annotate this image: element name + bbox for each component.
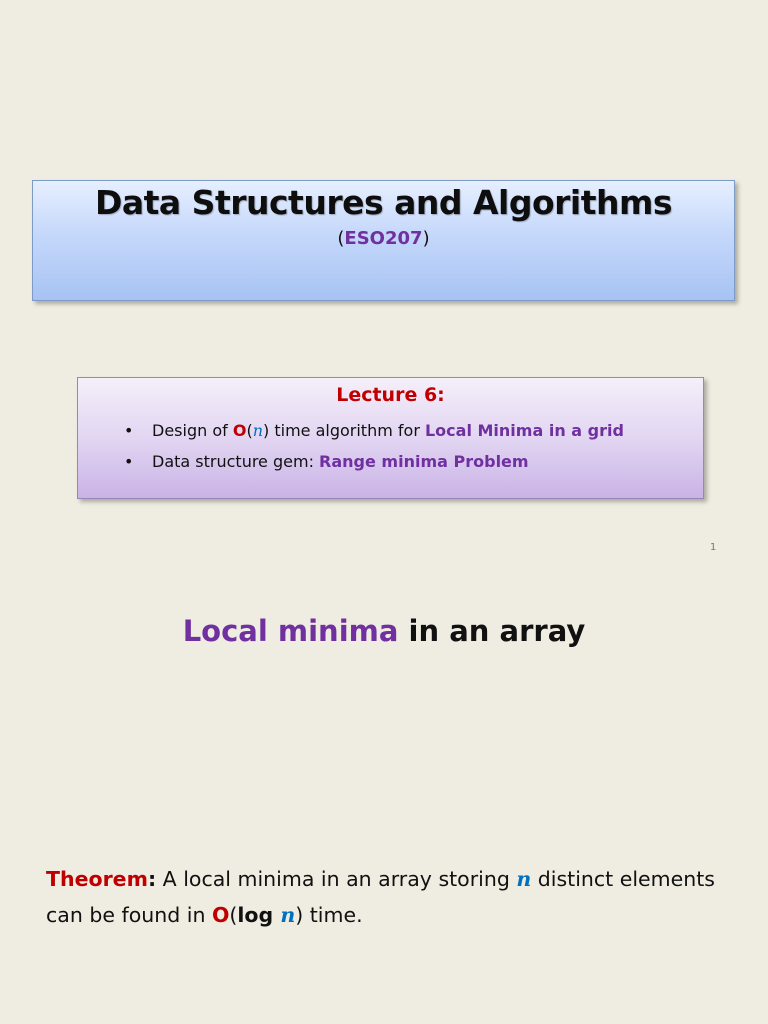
theorem-label: Theorem [46,867,148,891]
big-o-symbol: O [211,903,230,927]
course-code: ESO207 [344,228,423,249]
paren-open: ( [229,903,238,927]
title-box [32,180,735,301]
bullet-text: time algorithm for [269,421,425,440]
lecture-title: Lecture 6: [336,384,445,406]
math-variable-n: 𝒏 [516,867,532,891]
heading-rest: in an array [398,614,586,648]
bullet-text: Data structure gem: [152,452,320,471]
bullet-marker: • [124,421,134,440]
bullet-highlight: Range minima Problem [319,452,529,471]
slide-number: 1 [710,542,717,553]
theorem-colon: : [147,867,157,891]
course-paren-close: ) [422,228,430,249]
lecture-bullet-list [124,419,624,481]
section-heading [0,614,768,648]
list-item [124,419,624,450]
bullet-highlight: Local Minima in a grid [424,421,624,440]
course-paren-open: ( [337,228,345,249]
theorem-text: A local minima in an array storing [156,867,517,891]
math-variable-n: 𝒏 [280,903,296,927]
slide-title: Data Structures and Algorithms [94,183,673,222]
paren-close: ) [263,421,270,440]
bullet-marker: • [124,452,134,471]
big-o-symbol: O [232,421,247,440]
theorem-statement [46,861,746,933]
paren-close: ) [295,903,304,927]
log-function: log [237,903,281,927]
theorem-text: distinct elements can be found in [46,867,715,927]
heading-highlight: Local minima [182,614,399,648]
bullet-text: Design of [152,421,233,440]
course-code-line [33,228,734,249]
math-variable-n: 𝑛 [252,421,264,440]
theorem-text: time. [303,903,363,927]
lecture-box [77,377,704,499]
paren-open: ( [246,421,253,440]
list-item [124,450,624,481]
